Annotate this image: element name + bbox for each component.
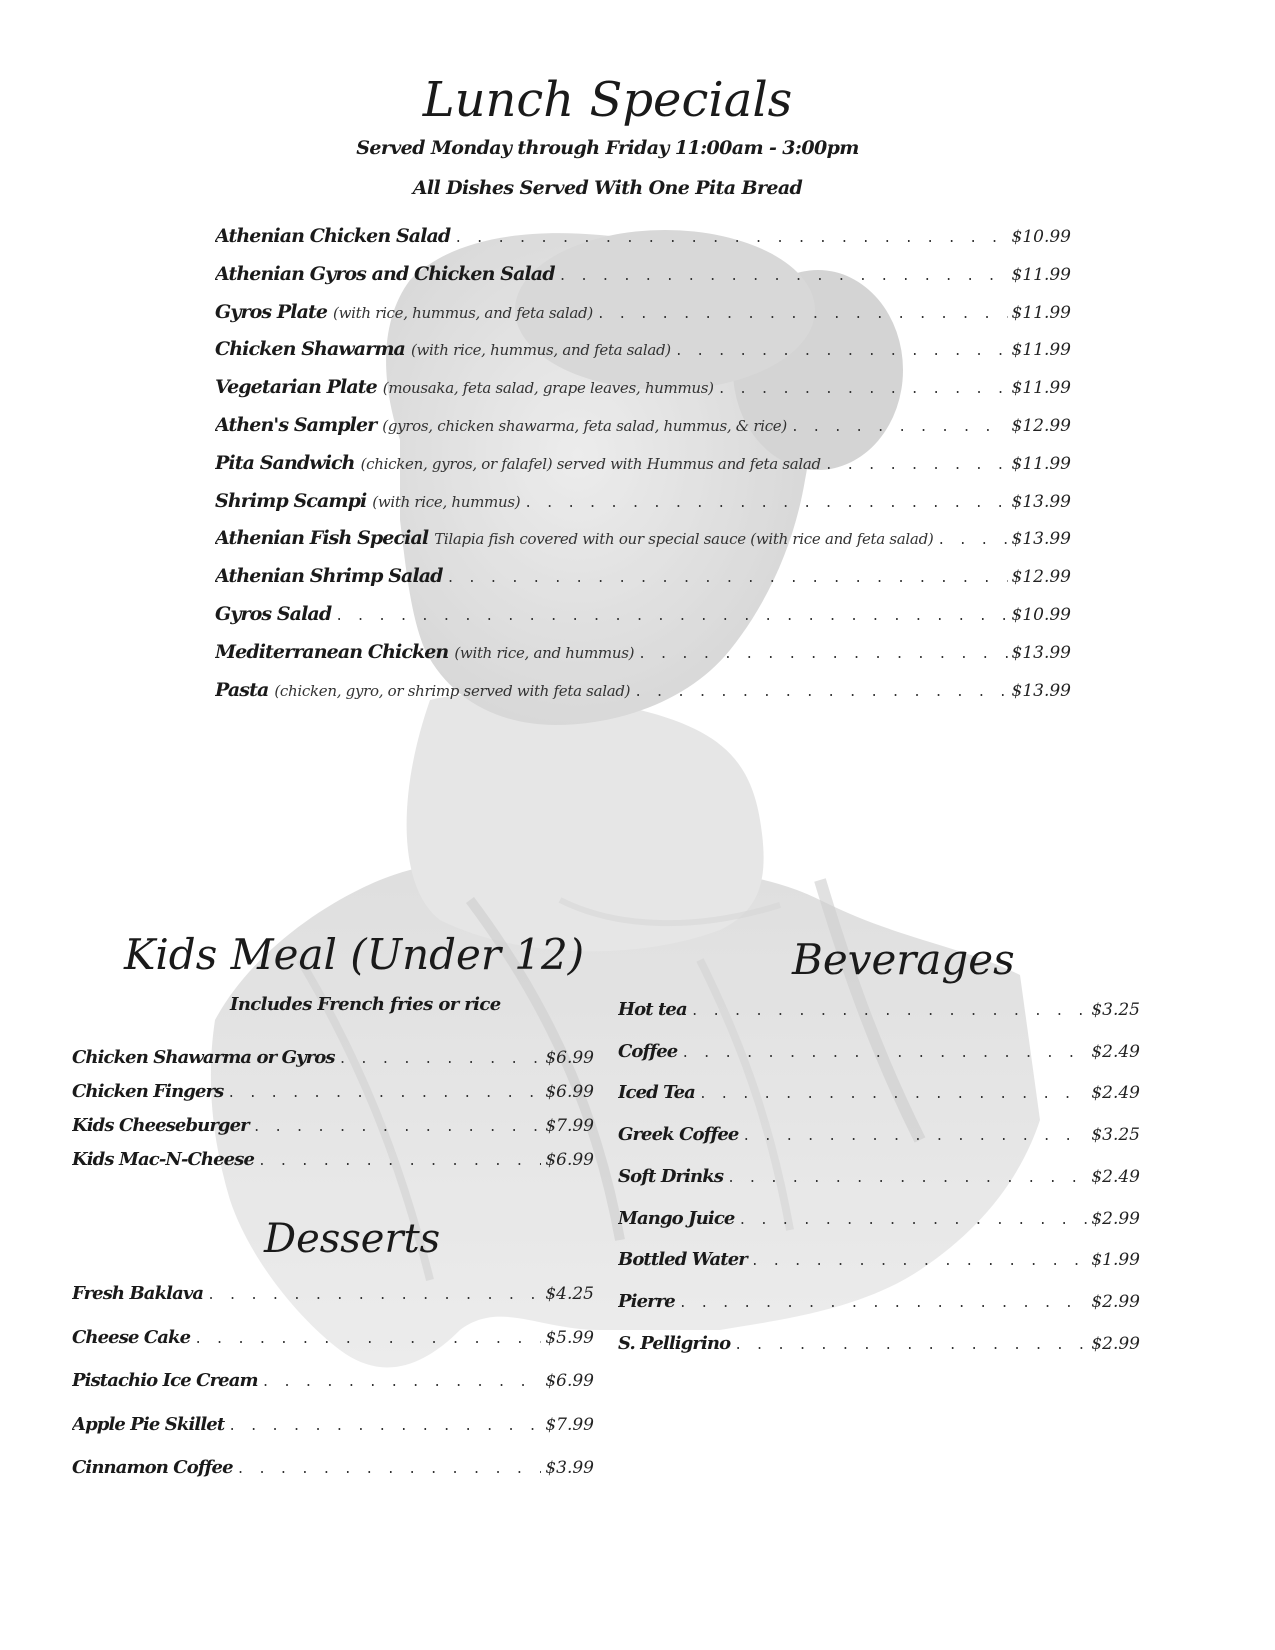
desserts-title: Desserts xyxy=(264,1216,441,1262)
lunch-item-description: (with rice, and hummus) xyxy=(454,643,635,662)
dessert-item xyxy=(72,1414,594,1435)
dot-leader xyxy=(237,1462,542,1477)
lunch-item-description: Tilapia fish covered with our special sauce (with rice and feta salad) xyxy=(434,530,934,549)
lunch-item-price: $13.99 xyxy=(1011,642,1071,663)
lunch-item-name: Gyros Salad xyxy=(215,603,332,625)
dessert-item-price: $5.99 xyxy=(545,1327,594,1348)
dot-leader xyxy=(742,1129,1087,1144)
lunch-item-price: $11.99 xyxy=(1011,302,1071,323)
dot-leader xyxy=(937,533,1007,548)
dot-leader xyxy=(559,269,1008,284)
dot-leader xyxy=(734,1338,1087,1353)
lunch-item xyxy=(215,263,1071,285)
kids-item-name: Chicken Fingers xyxy=(72,1081,224,1102)
lunch-item-price: $13.99 xyxy=(1011,529,1071,550)
lunch-item-description: (chicken, gyros, or falafel) served with Hummus and feta salad xyxy=(360,454,821,473)
lunch-item-name: Pasta xyxy=(215,678,269,701)
dessert-item-name: Cinnamon Coffee xyxy=(72,1457,233,1478)
dot-leader xyxy=(207,1288,541,1303)
dot-leader xyxy=(228,1419,541,1434)
kids-item xyxy=(72,1149,594,1170)
dot-leader xyxy=(739,1213,1088,1228)
lunch-item xyxy=(215,603,1071,625)
dessert-item-price: $6.99 xyxy=(545,1371,594,1391)
lunch-item-name: Athenian Shrimp Salad xyxy=(215,565,443,588)
dot-leader xyxy=(825,458,1008,473)
lunch-item-price: $11.99 xyxy=(1011,453,1071,474)
lunch-item-price: $12.99 xyxy=(1011,416,1071,436)
kids-item-name: Kids Cheeseburger xyxy=(72,1115,249,1136)
kids-item-price: $6.99 xyxy=(545,1082,594,1102)
dot-leader xyxy=(335,609,1007,624)
beverage-item xyxy=(618,1333,1140,1354)
beverage-item xyxy=(618,999,1140,1020)
dot-leader xyxy=(194,1332,541,1347)
dessert-item-price: $4.25 xyxy=(545,1284,594,1304)
beverage-item xyxy=(618,1082,1140,1103)
kids-item xyxy=(72,1115,594,1136)
beverage-item-name: Pierre xyxy=(618,1290,675,1312)
lunch-item xyxy=(215,338,1071,360)
beverage-item-name: Hot tea xyxy=(618,999,687,1020)
beverage-item-price: $3.25 xyxy=(1091,1000,1140,1020)
lunch-item-name: Mediterranean Chicken xyxy=(215,640,449,663)
beverage-item-price: $3.25 xyxy=(1091,1125,1140,1146)
kids-meal-subtitle: Includes French fries or rice xyxy=(230,994,501,1015)
kids-item-name: Kids Mac-N-Cheese xyxy=(72,1149,255,1170)
dot-leader xyxy=(262,1375,542,1390)
beverage-item-name: Mango Juice xyxy=(618,1207,735,1229)
beverage-item-name: Iced Tea xyxy=(618,1082,695,1104)
beverage-item xyxy=(618,1291,1140,1312)
dot-leader xyxy=(597,307,1008,322)
dessert-item xyxy=(72,1370,594,1391)
lunch-item-name: Chicken Shawarma xyxy=(215,338,405,361)
kids-meal-title: Kids Meal (Under 12) xyxy=(124,930,585,979)
dessert-item-name: Fresh Baklava xyxy=(72,1283,204,1304)
lunch-item-description: (with rice, hummus, and feta salad) xyxy=(333,303,593,322)
dot-leader xyxy=(227,1086,541,1101)
lunch-item-name: Athen's Sampler xyxy=(215,414,377,436)
lunch-item xyxy=(215,527,1071,549)
dot-leader xyxy=(699,1087,1087,1102)
lunch-item-description: (chicken, gyro, or shrimp served with feta salad) xyxy=(274,681,631,700)
beverage-item-price: $2.49 xyxy=(1091,1041,1140,1062)
dessert-item xyxy=(72,1283,594,1304)
dessert-item-price: $7.99 xyxy=(545,1414,594,1435)
dessert-item-name: Cheese Cake xyxy=(72,1326,191,1348)
beverage-item-price: $2.49 xyxy=(1091,1166,1140,1187)
beverage-item-price: $2.99 xyxy=(1091,1333,1140,1354)
lunch-item xyxy=(215,414,1071,436)
dot-leader xyxy=(681,1046,1087,1061)
desserts-list xyxy=(72,1283,594,1483)
lunch-item-description: (with rice, hummus) xyxy=(372,492,521,511)
dot-leader xyxy=(634,685,1007,700)
kids-item-price: $7.99 xyxy=(545,1116,594,1136)
dot-leader xyxy=(751,1254,1087,1269)
lunch-item-description: (mousaka, feta salad, grape leaves, hummus) xyxy=(382,379,714,398)
beverage-item-name: Soft Drinks xyxy=(618,1165,724,1187)
lunch-item-price: $11.99 xyxy=(1011,264,1071,285)
lunch-specials-title: Lunch Specials xyxy=(422,72,793,128)
dot-leader xyxy=(679,1296,1087,1311)
lunch-item xyxy=(215,301,1071,323)
lunch-item-description: (gyros, chicken shawarma, feta salad, hummus, & rice) xyxy=(382,417,787,435)
lunch-specials-list xyxy=(215,225,1071,715)
beverage-item-name: Coffee xyxy=(618,1040,678,1062)
dot-leader xyxy=(638,647,1007,662)
lunch-item-name: Athenian Fish Special xyxy=(215,527,429,550)
dot-leader xyxy=(675,344,1008,359)
beverages-list xyxy=(618,999,1140,1369)
dessert-item-name: Pistachio Ice Cream xyxy=(72,1370,258,1391)
lunch-item-name: Athenian Gyros and Chicken Salad xyxy=(215,262,555,285)
dot-leader xyxy=(791,420,1008,435)
dessert-item xyxy=(72,1457,594,1478)
beverage-item-price: $1.99 xyxy=(1091,1250,1140,1271)
lunch-item-price: $11.99 xyxy=(1011,340,1071,361)
beverage-item xyxy=(618,1041,1140,1062)
beverage-item-price: $2.49 xyxy=(1091,1083,1140,1104)
beverage-item-price: $2.99 xyxy=(1091,1291,1140,1312)
lunch-hours-subtitle: Served Monday through Friday 11:00am - 3:00pm xyxy=(356,137,859,159)
beverage-item-price: $2.99 xyxy=(1091,1208,1140,1229)
beverage-item xyxy=(618,1208,1140,1229)
lunch-item-price: $12.99 xyxy=(1011,567,1071,588)
beverage-item-name: Greek Coffee xyxy=(618,1124,739,1146)
lunch-item-name: Gyros Plate xyxy=(215,300,328,323)
kids-item-price: $6.99 xyxy=(545,1150,594,1170)
lunch-item-description: (with rice, hummus, and feta salad) xyxy=(410,341,671,360)
beverage-item-name: S. Pelligrino xyxy=(618,1332,731,1354)
dot-leader xyxy=(454,231,1007,246)
lunch-item-price: $10.99 xyxy=(1011,605,1071,625)
lunch-item xyxy=(215,225,1071,247)
dessert-item xyxy=(72,1327,594,1348)
lunch-item-price: $13.99 xyxy=(1011,680,1071,701)
kids-item xyxy=(72,1081,594,1102)
kids-item xyxy=(72,1047,594,1068)
dessert-item-name: Apple Pie Skillet xyxy=(72,1413,225,1435)
lunch-item-name: Athenian Chicken Salad xyxy=(215,225,451,247)
dessert-item-price: $3.99 xyxy=(545,1458,594,1478)
lunch-item-price: $11.99 xyxy=(1011,378,1071,399)
dot-leader xyxy=(727,1171,1087,1186)
beverage-item xyxy=(618,1166,1140,1187)
dot-leader xyxy=(718,382,1008,397)
lunch-item-name: Shrimp Scampi xyxy=(215,489,367,512)
beverage-item-name: Bottled Water xyxy=(618,1249,747,1271)
lunch-item-name: Pita Sandwich xyxy=(215,451,355,474)
dot-leader xyxy=(253,1120,542,1135)
lunch-item xyxy=(215,679,1071,701)
beverage-item xyxy=(618,1124,1140,1145)
lunch-item-price: $10.99 xyxy=(1011,227,1071,247)
kids-item-price: $6.99 xyxy=(545,1048,594,1068)
dot-leader xyxy=(258,1154,541,1169)
beverage-item xyxy=(618,1249,1140,1270)
dot-leader xyxy=(524,496,1007,511)
lunch-item-name: Vegetarian Plate xyxy=(215,376,377,399)
lunch-item xyxy=(215,452,1071,474)
lunch-item xyxy=(215,565,1071,587)
dot-leader xyxy=(691,1004,1088,1019)
lunch-item xyxy=(215,376,1071,398)
lunch-item-price: $13.99 xyxy=(1011,491,1071,512)
lunch-pita-note: All Dishes Served With One Pita Bread xyxy=(412,177,803,199)
dot-leader xyxy=(447,571,1008,586)
kids-meal-list xyxy=(72,1047,594,1187)
lunch-item xyxy=(215,490,1071,512)
kids-item-name: Chicken Shawarma or Gyros xyxy=(72,1047,335,1068)
dot-leader xyxy=(339,1052,542,1067)
beverages-title: Beverages xyxy=(792,935,1015,984)
lunch-item xyxy=(215,641,1071,663)
